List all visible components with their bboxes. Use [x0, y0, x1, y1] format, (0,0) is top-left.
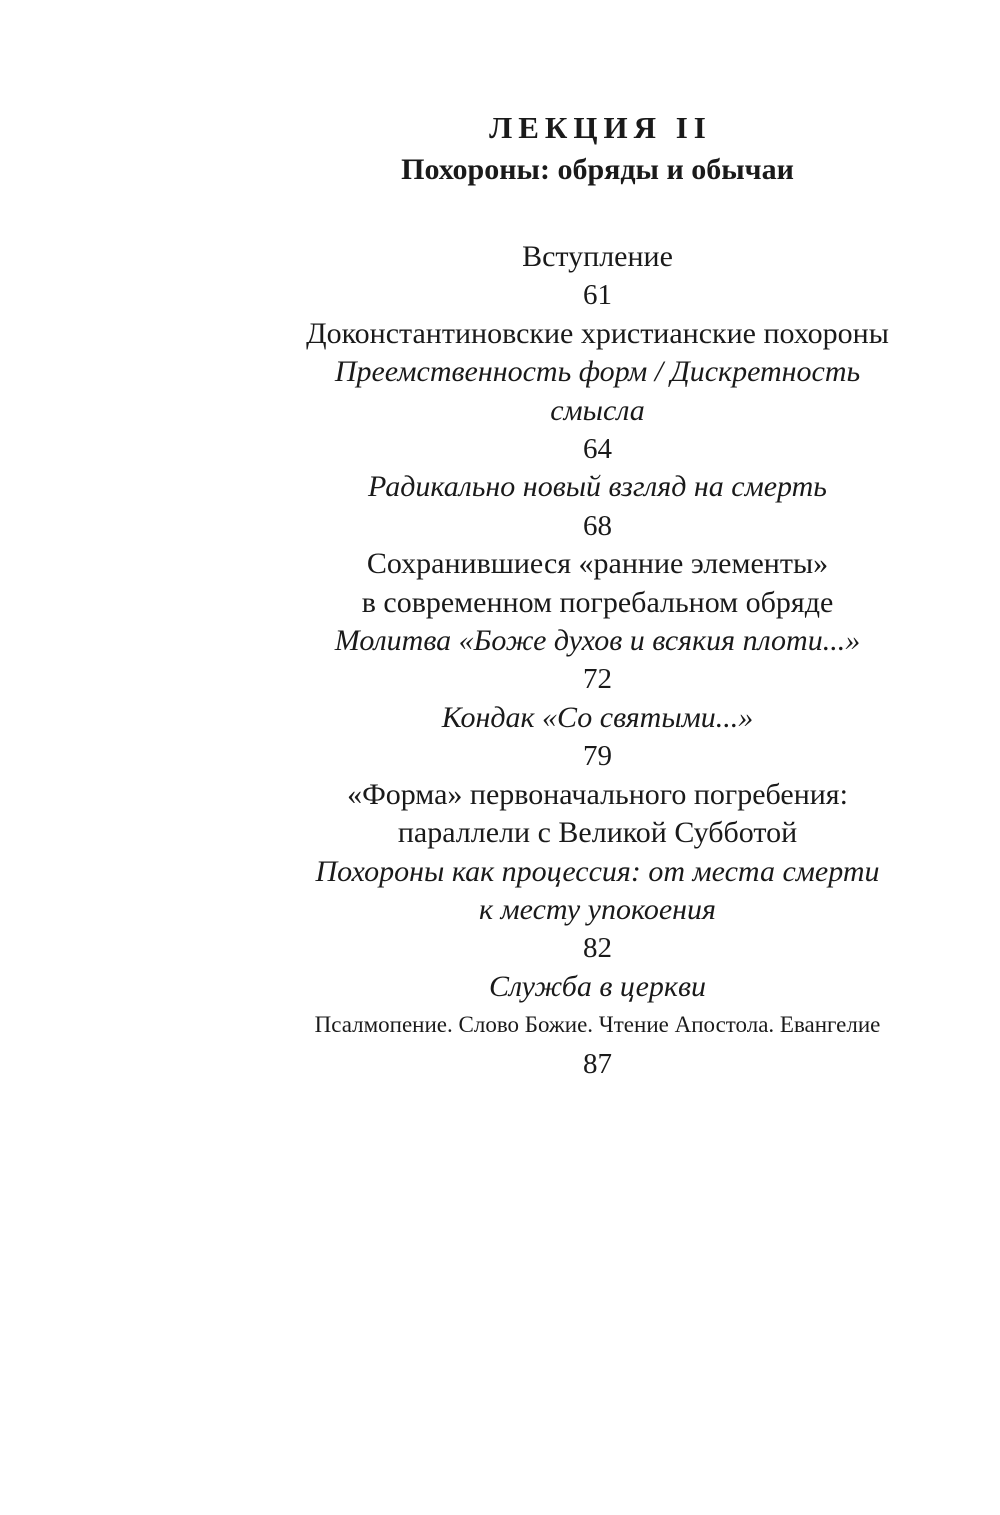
toc-subentry-continuation: смысла: [550, 393, 645, 427]
page-number: 64: [583, 433, 612, 466]
page-number: 79: [583, 740, 612, 773]
toc-entry-continuation: в современном погребальном обряде: [361, 585, 834, 619]
lecture-title: Похороны: обряды и обычаи: [401, 153, 794, 186]
page-number: 68: [583, 509, 612, 542]
toc-subentry: Радикально новый взгляд на смерть: [368, 470, 827, 504]
toc-detail-line: Псалмопение. Слово Божие. Чтение Апостола. Евангелие: [314, 1012, 881, 1038]
toc-entry-preserved-elements: Сохранившиеся «ранние элементы»: [366, 547, 829, 581]
table-of-contents: [240, 108, 955, 1083]
toc-subentry: Похороны как процессия: от места смерти: [315, 854, 880, 888]
toc-entry-continuation: параллели с Великой Субботой: [397, 816, 798, 850]
toc-subentry: Молитва «Боже духов и всякия плоти...»: [334, 624, 861, 658]
toc-subentry: Преемственность форм / Дискретность: [334, 355, 861, 389]
page-number: 72: [583, 663, 612, 696]
toc-subentry: Служба в церкви: [488, 969, 706, 1003]
page-number: 82: [583, 932, 612, 965]
toc-subentry: Кондак «Со святыми...»: [441, 700, 754, 734]
page-number: 87: [583, 1047, 612, 1080]
lecture-label: ЛЕКЦИЯ II: [489, 110, 712, 145]
toc-entry-original-burial-form: «Форма» первоначального погребения:: [347, 777, 848, 811]
toc-subentry-continuation: к месту упокоения: [479, 892, 716, 926]
toc-entry-introduction: Вступление: [522, 240, 673, 273]
toc-entry-pre-constantinian-funerals: Доконстантиновские христианские похороны: [306, 316, 889, 350]
page-number: 61: [583, 279, 612, 312]
